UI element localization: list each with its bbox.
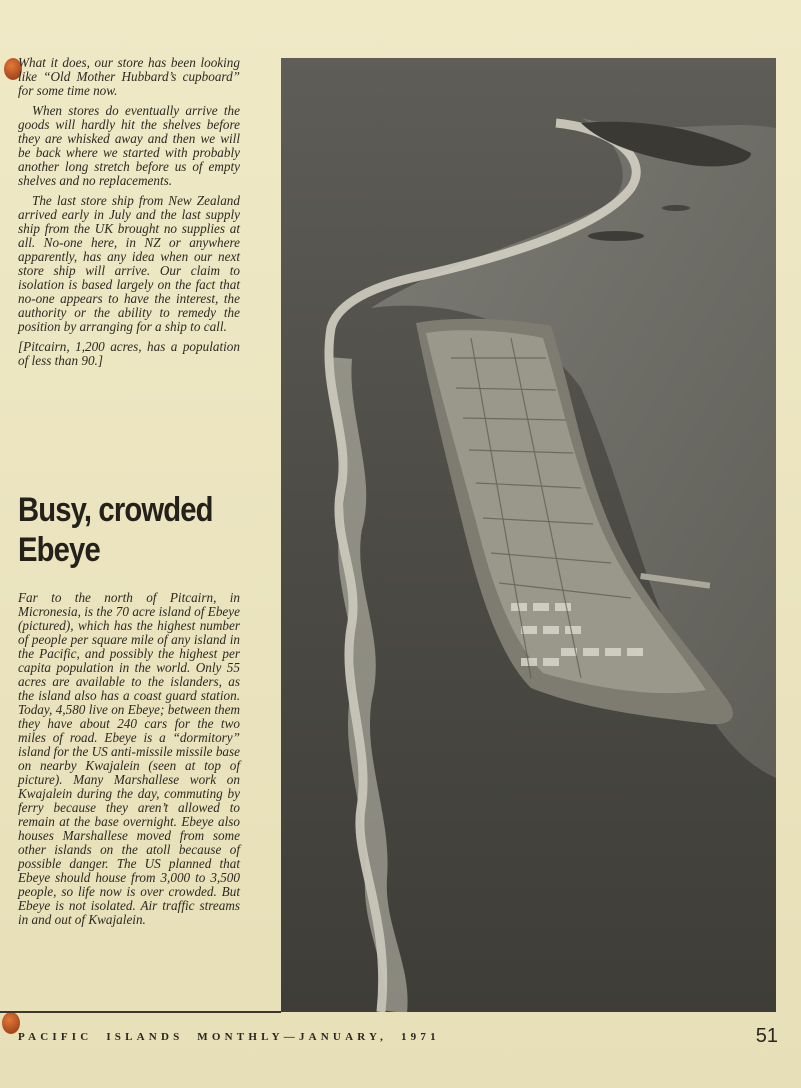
headline-line-1: Busy, crowded xyxy=(18,491,213,529)
paragraph-1: What it does, our store has been looking like “Old Mother Hubbard’s cupboard” for some time now. xyxy=(18,55,240,98)
paragraph-3: The last store ship from New Zealand arrived early in July and the last supply ship from the UK brought no supplies at all. No-one here, in NZ or anywhere apparently, has any idea when our next store ship will arrive. Our claim to isolation is based largely on the fact that no-one appears to have the interest, the authority or the ability to remedy the position by arranging for a ship to call. xyxy=(18,193,240,334)
story-headline xyxy=(18,490,224,570)
aerial-photo-ebeye xyxy=(281,58,776,1012)
article-continuation xyxy=(18,56,240,374)
story-body: Far to the north of Pitcairn, in Micronesia, is the 70 acre island of Ebeye (pictured), which has the highest number of people per square mile of any island in the Pacific, and possibly the highest per capita population in the world. Only 55 acres are available to the islanders, as the island also has a coast guard station. Today, 4,580 live on Ebeye; between them they have about 240 cars for the two miles of road. Ebeye is a “dormitory” island for the US anti-missile missile base on nearby Kwajalein (seen at top of picture). Many Marshallese work on Kwajalein during the day, commuting by ferry because they aren’t allowed to remain at the base overnight. Ebeye also houses Marshallese moved from some other islands on the atoll because of possible danger. The US planned that Ebeye should house from 3,000 to 3,500 people, so life now is over crowded. But Ebeye is not isolated. Air traffic streams in and out of Kwajalein. xyxy=(18,590,240,927)
page-number: 51 xyxy=(755,1025,778,1047)
column-rule xyxy=(0,1011,281,1013)
publication-line: PACIFIC ISLANDS MONTHLY—JANUARY, 1971 xyxy=(18,1031,440,1043)
editor-note: [Pitcairn, 1,200 acres, has a population of less than 90.] xyxy=(18,339,240,368)
headline-line-2: Ebeye xyxy=(18,531,100,569)
paragraph-2: When stores do eventually arrive the goods will hardly hit the shelves before they are whisked away and then we will be back where we started with probably another long stretch before us of empty shelves and no replacements. xyxy=(18,103,240,188)
page-footer xyxy=(18,1025,778,1049)
